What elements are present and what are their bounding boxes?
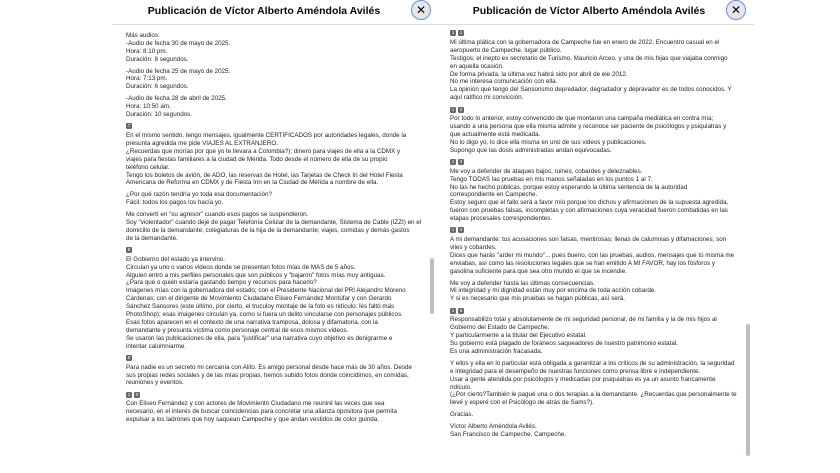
text-line: En el mismo sentido, tengo mensajes, igualmente CERTIFICADOS por autoridades legales, donde la xyxy=(126,131,407,139)
text-line: e integridad para el desempeño de nuestras funciones como prensa libre e independiente. xyxy=(450,367,701,375)
text-line: Y si es necesario que mis pruebas se hagan públicas, así será. xyxy=(450,295,625,303)
text-line: Americana de Reforma en CDMX y de Fiesta Inn en la Ciudad de Mérida a nombre de ella. xyxy=(126,179,379,187)
paragraph xyxy=(126,355,428,388)
text-line: correspondiente en Campeche. xyxy=(450,191,538,199)
text-line: ¿Para qué o quién estaría gastando tiempo y recursos para hacerlo? xyxy=(126,279,317,287)
text-line: Responsabilizo total y absolutamente de mi seguridad personal, de mi familia y la de mis hijos al xyxy=(450,316,717,324)
text-line: No las he hecho públicas, porque estoy esperando la última sentencia de la autoridad xyxy=(450,183,688,191)
text-line: Para nadie es un secreto mi cercanía con Alito. Es amigo personal desde hace más de 30 años. Desde xyxy=(126,363,412,371)
text-line: La opinión que tengo del Sansorismo depredador, degradador y depravador es de todos conocidos. Y xyxy=(450,86,732,94)
paragraph xyxy=(450,307,746,356)
paragraph xyxy=(126,247,428,351)
number-emoji-row xyxy=(126,391,428,399)
text-line: ridículo. xyxy=(450,383,472,391)
text-line: reuniones y eventos. xyxy=(126,379,184,387)
text-line: Me voy a defender de ataques bajos, ruines, cobardes y deleznables. xyxy=(450,167,643,175)
text-line: ¿Recuerdas que morías por que yo te llevara a Colombia?); dinero para viajes de ella a la CDMX y xyxy=(126,147,401,155)
text-line: necesario, en el interés de buscar coincidencias para concretar una alianza opositora que permita xyxy=(126,408,397,416)
text-line: viajes para fiestas familiares a la ciudad de Mérida. Todo desde el número de ella de su propio xyxy=(126,155,388,163)
text-line: aeropuerto de Campeche, lugar público. xyxy=(450,46,562,54)
paragraph xyxy=(126,32,428,64)
keycap-number-icon: 1 xyxy=(127,391,131,397)
paragraph xyxy=(450,280,746,304)
paragraph xyxy=(126,211,428,243)
text-line: Duración: 6 segundos. xyxy=(126,83,189,91)
text-line: en aquella ocasión. xyxy=(450,62,504,70)
keycap-number-icon: 1 xyxy=(451,159,455,165)
paragraph xyxy=(126,191,428,207)
text-line: Soy "violentador" cuando dejé de pagar Telefonía Celular de la demandante, Sistema de Cable (IZZI) en el xyxy=(126,219,422,227)
keycap-number-icon: 1 xyxy=(459,30,463,36)
text-line: etapas procesales correspondientes. xyxy=(450,215,553,223)
paragraph xyxy=(126,391,428,424)
paragraph xyxy=(450,411,746,419)
keycap-number-icon: 1 xyxy=(451,227,455,233)
dialog-header xyxy=(112,0,436,25)
text-line: Y ellos y ella en lo particular está obligada a garantizar a los críticos de su administración, la seguridad xyxy=(450,359,735,367)
paragraph xyxy=(450,30,746,102)
text-line: Gracias. xyxy=(450,411,474,419)
text-line: gasolina suficiente para que sea otro mundo el que se incendie. xyxy=(450,267,627,275)
number-emoji-row xyxy=(126,247,428,255)
paragraph xyxy=(450,360,746,407)
text-line: demandante y presunta víctima como personaje central de esos mismos videos. xyxy=(126,326,349,334)
text-line: ¿Por qué razón tendría yo toda esa documentación? xyxy=(126,191,272,199)
text-line: Mi última plática con la gobernadora de Campeche fue en enero de 2022. Encuentro casual en el xyxy=(450,38,720,46)
paragraph xyxy=(126,123,428,187)
text-line: Me voy a defender hasta las últimas consecuencias. xyxy=(450,279,595,287)
number-emoji-row xyxy=(450,106,746,114)
number-emoji-row xyxy=(126,355,428,363)
paragraph xyxy=(126,95,428,119)
number-emoji-row xyxy=(450,307,746,315)
text-line: sus propias redes sociales y de las mías propias, hemos subido fotos donde coincidimos, en comidas, xyxy=(126,371,409,379)
text-line: Estoy seguro que el fallo será a favor mío porque los dichos y afirmaciones de la supuesta agredida, xyxy=(450,199,729,207)
text-line: San Francisco de Campeche, Campeche. xyxy=(450,431,567,439)
text-line: de la demandante. xyxy=(126,234,178,242)
text-line: que actualmente está medicada. xyxy=(450,130,541,138)
text-line: A mi demandante: tus acusaciones son falsas, mentirosas; llenas de calumnias y difamaciones; son xyxy=(450,236,727,244)
number-emoji-row xyxy=(450,227,746,235)
text-line: No lo digo yo, lo dice ella misma en uno de sus videos y publicaciones. xyxy=(450,138,647,146)
keycap-number-icon: 4 xyxy=(459,227,463,233)
text-line: domicilio de la demandante, colegiaturas de la hija de la demandante; viajes, comidas y demás gastos xyxy=(126,226,410,234)
text-line: Hora: 8:10 pm. xyxy=(126,47,168,55)
text-line: presunta agredida me pide VIAJES AL EXTRANJERO. xyxy=(126,139,278,147)
text-line: Alguien entró a mis perfiles personales que son públicos y "bajaron" fotos mías muy antiguas. xyxy=(126,271,386,279)
text-line: Con Eliseo Fernández y con actores de Movimiento Ciudadano me reuniré las veces que sea xyxy=(126,400,385,408)
text-line: El Gobierno del estado ya intervino. xyxy=(126,255,226,263)
text-line: Gobierno del Estado de Campeche. xyxy=(450,324,550,332)
text-line: Hora: 7:13 pm. xyxy=(126,75,168,83)
text-line: Dices que harás "arder mi mundo"... pues bueno, con las pruebas, audios, mensajes que tú misma me xyxy=(450,251,735,259)
text-line: Usar a gente atendida por psicólogos y medicadas por psiquiatras es ya un asunto francamente xyxy=(450,375,716,383)
text-line: expulsar a los ladrones que hoy saquean Campeche y que andan vestidos de color guinda. xyxy=(126,416,379,424)
dialog-header xyxy=(436,0,754,25)
text-line: llevé y esperé con el Psicólogo de atrás de Sams?). xyxy=(450,399,594,407)
keycap-number-icon: 9 xyxy=(127,354,131,360)
text-line: Supongo que las dosis administradas andan equivocadas. xyxy=(450,146,612,154)
paragraph xyxy=(126,68,428,92)
text-line: Y particularmente a la titular del Ejecutivo estatal. xyxy=(450,332,587,340)
text-line: intentar calumniarme. xyxy=(126,342,187,350)
keycap-number-icon: 2 xyxy=(459,106,463,112)
post-text xyxy=(450,18,746,443)
paragraph xyxy=(450,106,746,155)
number-emoji-row xyxy=(126,123,428,131)
text-line: Duración: 8 segundos. xyxy=(126,55,189,63)
keycap-number-icon: 3 xyxy=(459,159,463,165)
keycap-number-icon: 7 xyxy=(127,123,131,129)
text-line: teléfono celular. xyxy=(126,163,170,171)
text-line: Fácil: todos los pagos los hacía yo. xyxy=(126,199,224,207)
text-line: (¿Por cierto?También le pagué una o dos terapias a la demandante. ¿Recuerdas que personalmente te xyxy=(450,391,737,399)
text-line: PhotoShop); esas imágenes circulan ya, como si fuera un delito vincularse con personajes públicos. xyxy=(126,311,403,319)
text-line: -Audio de fecha 28 de abril de 2025. xyxy=(126,95,227,103)
text-line: enviabas, así como las resoluciones legales que se han emitido A MI FAVOR, hay los fósforos y xyxy=(450,259,715,267)
text-line: Se usaron las publicaciones de ella, para "justificar" una narrativa cuyo objetivo es denigrarme e xyxy=(126,334,393,342)
text-line: Más audios: xyxy=(126,31,160,39)
text-line: fueron con pruebas falsas, incompletas y con afirmaciones cuya veracidad fueron combatidas en las xyxy=(450,207,728,215)
keycap-number-icon: 1 xyxy=(451,30,455,36)
close-icon[interactable]: ✕ xyxy=(730,3,742,17)
keycap-number-icon: 8 xyxy=(127,247,131,253)
post-text xyxy=(126,20,428,428)
keycap-number-icon: 1 xyxy=(451,307,455,313)
post-dialog-left xyxy=(112,0,436,473)
text-line: Su gobierno está plagado de foráneos saqueadores de nuestro patrimonio estatal. xyxy=(450,340,678,347)
paragraph xyxy=(450,227,746,276)
text-line: Sánchez Sansores (este último, por cierto, el truculoy montaje de la foto es ridículo: les faltó más xyxy=(126,303,395,311)
text-line: Tengo TODAS las pruebas en mis manos señaladas en los puntos 1 al 7. xyxy=(450,175,653,183)
text-line: Cárdenas; con el dirigente de Movimiento Ciudadano Eliseo Fernández Montúfar y con Gerardo xyxy=(126,295,392,303)
keycap-number-icon: 5 xyxy=(459,307,463,313)
close-button[interactable] xyxy=(726,0,746,20)
text-line: -Audio de fecha 30 de mayo de 2025. xyxy=(126,39,231,47)
paragraph xyxy=(450,159,746,223)
text-line: Mi integridad y mi dignidad están muy por encima de toda acción cobarde. xyxy=(450,287,657,295)
keycap-number-icon: 1 xyxy=(451,106,455,112)
text-line: Me convertí en "su agresor" cuando esos pagos se suspendieron. xyxy=(126,211,309,219)
post-dialog-right xyxy=(436,0,754,473)
dialog-title: Publicación de Víctor Alberto Améndola Avilés xyxy=(147,5,381,17)
text-line: usando a una persona que ella misma admite y reconoce ser paciente de psicólogos y psiquiatras y xyxy=(450,123,727,131)
paragraph xyxy=(450,423,746,439)
number-emoji-row xyxy=(450,30,746,38)
text-line: Imágenes mías con la gobernadora del estado; con el Presidente Nacional del PRI Alejandro Moreno xyxy=(126,287,406,295)
text-line: -Audio de fecha 25 de mayo de 2025. xyxy=(126,67,231,75)
number-emoji-row xyxy=(450,159,746,167)
text-line: No me interesa comunicación con ella. xyxy=(450,78,558,86)
close-button[interactable] xyxy=(411,0,431,20)
text-line: De forma privada, la última vez habrá sido por abril de ele 2012. xyxy=(450,70,628,78)
scrollbar-thumb[interactable] xyxy=(430,258,434,314)
keycap-number-icon: 0 xyxy=(135,391,139,397)
text-line: Por todo lo anterior, estoy convencido de que montaron una campaña mediática en contra mía; xyxy=(450,115,714,123)
close-icon[interactable]: ✕ xyxy=(415,3,427,17)
text-line: Hora: 10:50 am. xyxy=(126,103,171,111)
text-line: viles y cobardes. xyxy=(450,243,497,251)
text-line: Duración: 10 segundos. xyxy=(126,111,193,119)
text-line: Víctor Alberto Améndola Avilés. xyxy=(450,423,537,431)
text-line: Circulan ya uno o varios videos donde se presentan fotos mías de MÁS de 5 años. xyxy=(126,263,356,271)
text-line: Esas fotos aparecen en el contexto de una narrativa tramposa, dolosa y difamatoria, con la xyxy=(126,319,378,326)
text-line: aquí ratifico mi convicción. xyxy=(450,94,524,102)
dialog-title: Publicación de Víctor Alberto Améndola Avilés xyxy=(472,5,706,17)
text-line: Testigos: el inepto ex secretario de Turismo, Mauricio Arceo, y una de mis hijas que viajaba conmigo xyxy=(450,54,728,62)
text-line: Tengo los boletos de avión, de ADO, las reservas de Hotel, las Tarjetas de Check In del Hotel Fiesta xyxy=(126,171,403,179)
scrollbar-thumb[interactable] xyxy=(746,324,750,456)
text-line: Es una administración fracasada. xyxy=(450,347,543,355)
